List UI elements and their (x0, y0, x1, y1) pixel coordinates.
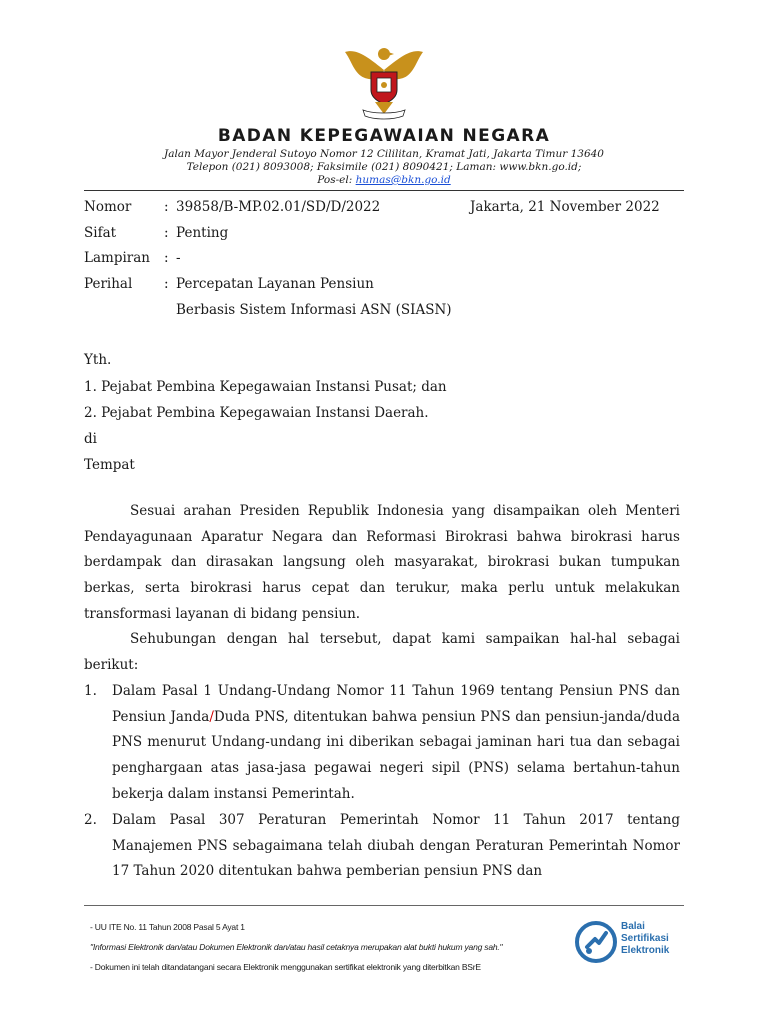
sifat-colon: : (164, 225, 169, 241)
nomor-value: 39858/B-MP.02.01/SD/D/2022 (176, 199, 381, 215)
bsre-text-3: Elektronik (621, 945, 670, 956)
item-text: Dalam Pasal 307 Peraturan Pemerintah Nomor 11 Tahun 2017 tentang Manajemen PNS sebagaimana telah diubah dengan Peraturan Pemerintah Nomor 17 Tahun 2020 ditentukan bahwa pemberian pensiun PNS dan (112, 812, 680, 880)
footer-line-2: "Informasi Elektronik dan/atau Dokumen Elektronik dan/atau hasil cetaknya merupakan alat bukti hukum yang sah." (90, 942, 503, 952)
item-text-a: Dalam Pasal 1 Undang-Undang Nomor 11 Tahun 1969 tentang Pensiun PNS dan Pensiun Janda (112, 683, 680, 725)
paragraph-2-text: Sehubungan dengan hal tersebut, dapat kami sampaikan hal-hal sebagai berikut: (84, 631, 680, 673)
letterhead-divider (84, 190, 684, 191)
nomor-label: Nomor (84, 199, 132, 215)
letterhead-email-line (0, 174, 768, 187)
perihal-value-1: Percepatan Layanan Pensiun (176, 276, 374, 292)
sifat-label: Sifat (84, 225, 117, 241)
garuda-emblem-icon (339, 40, 429, 120)
bsre-text-1: Balai (621, 921, 645, 932)
recipient-place: Tempat (84, 457, 135, 473)
meta-nomor (84, 197, 380, 217)
item-number: 2. (84, 812, 97, 828)
bsre-logo-icon (575, 921, 617, 963)
letterhead-org-name: BADAN KEPEGAWAIAN NEGARA (217, 126, 551, 146)
letter-date: Jakarta, 21 November 2022 (470, 199, 660, 215)
nomor-colon: : (164, 199, 169, 215)
lampiran-label: Lampiran (84, 250, 150, 266)
perihal-colon: : (164, 276, 169, 292)
item-slash: / (209, 708, 214, 725)
footer-line-1: - UU ITE No. 11 Tahun 2008 Pasal 5 Ayat 1 (90, 922, 245, 932)
recipient-line-2: 2. Pejabat Pembina Kepegawaian Instansi Daerah. (84, 405, 429, 421)
paragraph-1-text: Sesuai arahan Presiden Republik Indonesia yang disampaikan oleh Menteri Pendayagunaan Aparatur Negara dan Reformasi Birokrasi bahwa birokrasi harus berdampak dan dirasakan langsung oleh masyarakat, birokrasi bukan tumpukan berkas, serta birokrasi harus cepat dan terukur, maka perlu untuk melakukan transformasi layanan di bidang pensiun. (84, 503, 680, 622)
item-number: 1. (84, 683, 97, 699)
letterhead-address: Jalan Mayor Jenderal Sutoyo Nomor 12 Cililitan, Kramat Jati, Jakarta Timur 13640 (164, 148, 604, 160)
recipient-di: di (84, 431, 97, 447)
perihal-label: Perihal (84, 276, 133, 292)
list-item (84, 679, 680, 808)
recipient-line-1: 1. Pejabat Pembina Kepegawaian Instansi Pusat; dan (84, 379, 447, 395)
list-item (84, 808, 680, 885)
body-paragraph-1 (84, 499, 680, 628)
bsre-text-2: Sertifikasi (621, 933, 669, 944)
letterhead-contact: Telepon (021) 8093008; Faksimile (021) 8090421; Laman: www.bkn.go.id; (186, 161, 582, 173)
item-text-b: Duda PNS, ditentukan bahwa pensiun PNS dan pensiun-janda/duda PNS menurut Undang-undang ini diberikan sebagai jaminan hari tua dan sebagai penghargaan atas jasa-jasa pegawai negeri sipil (PNS) selama bertahun-tahun bekerja dalam instansi Pemerintah. (112, 708, 680, 802)
sifat-value: Penting (176, 225, 229, 241)
meta-lampiran (84, 248, 181, 268)
lampiran-value: - (176, 250, 181, 266)
email-link[interactable]: humas@bkn.go.id (355, 174, 451, 186)
email-label: Pos-el: (317, 174, 356, 186)
salutation: Yth. (84, 352, 112, 368)
footer-line-3: - Dokumen ini telah ditandatangani secara Elektronik menggunakan sertifikat elektronik yang diterbitkan BSrE (90, 962, 481, 972)
meta-perihal (84, 274, 374, 294)
body-paragraph-2 (84, 627, 680, 678)
footer-divider (84, 905, 684, 906)
perihal-value-2: Berbasis Sistem Informasi ASN (SIASN) (176, 302, 452, 318)
lampiran-colon: : (164, 250, 169, 266)
meta-sifat (84, 223, 228, 243)
